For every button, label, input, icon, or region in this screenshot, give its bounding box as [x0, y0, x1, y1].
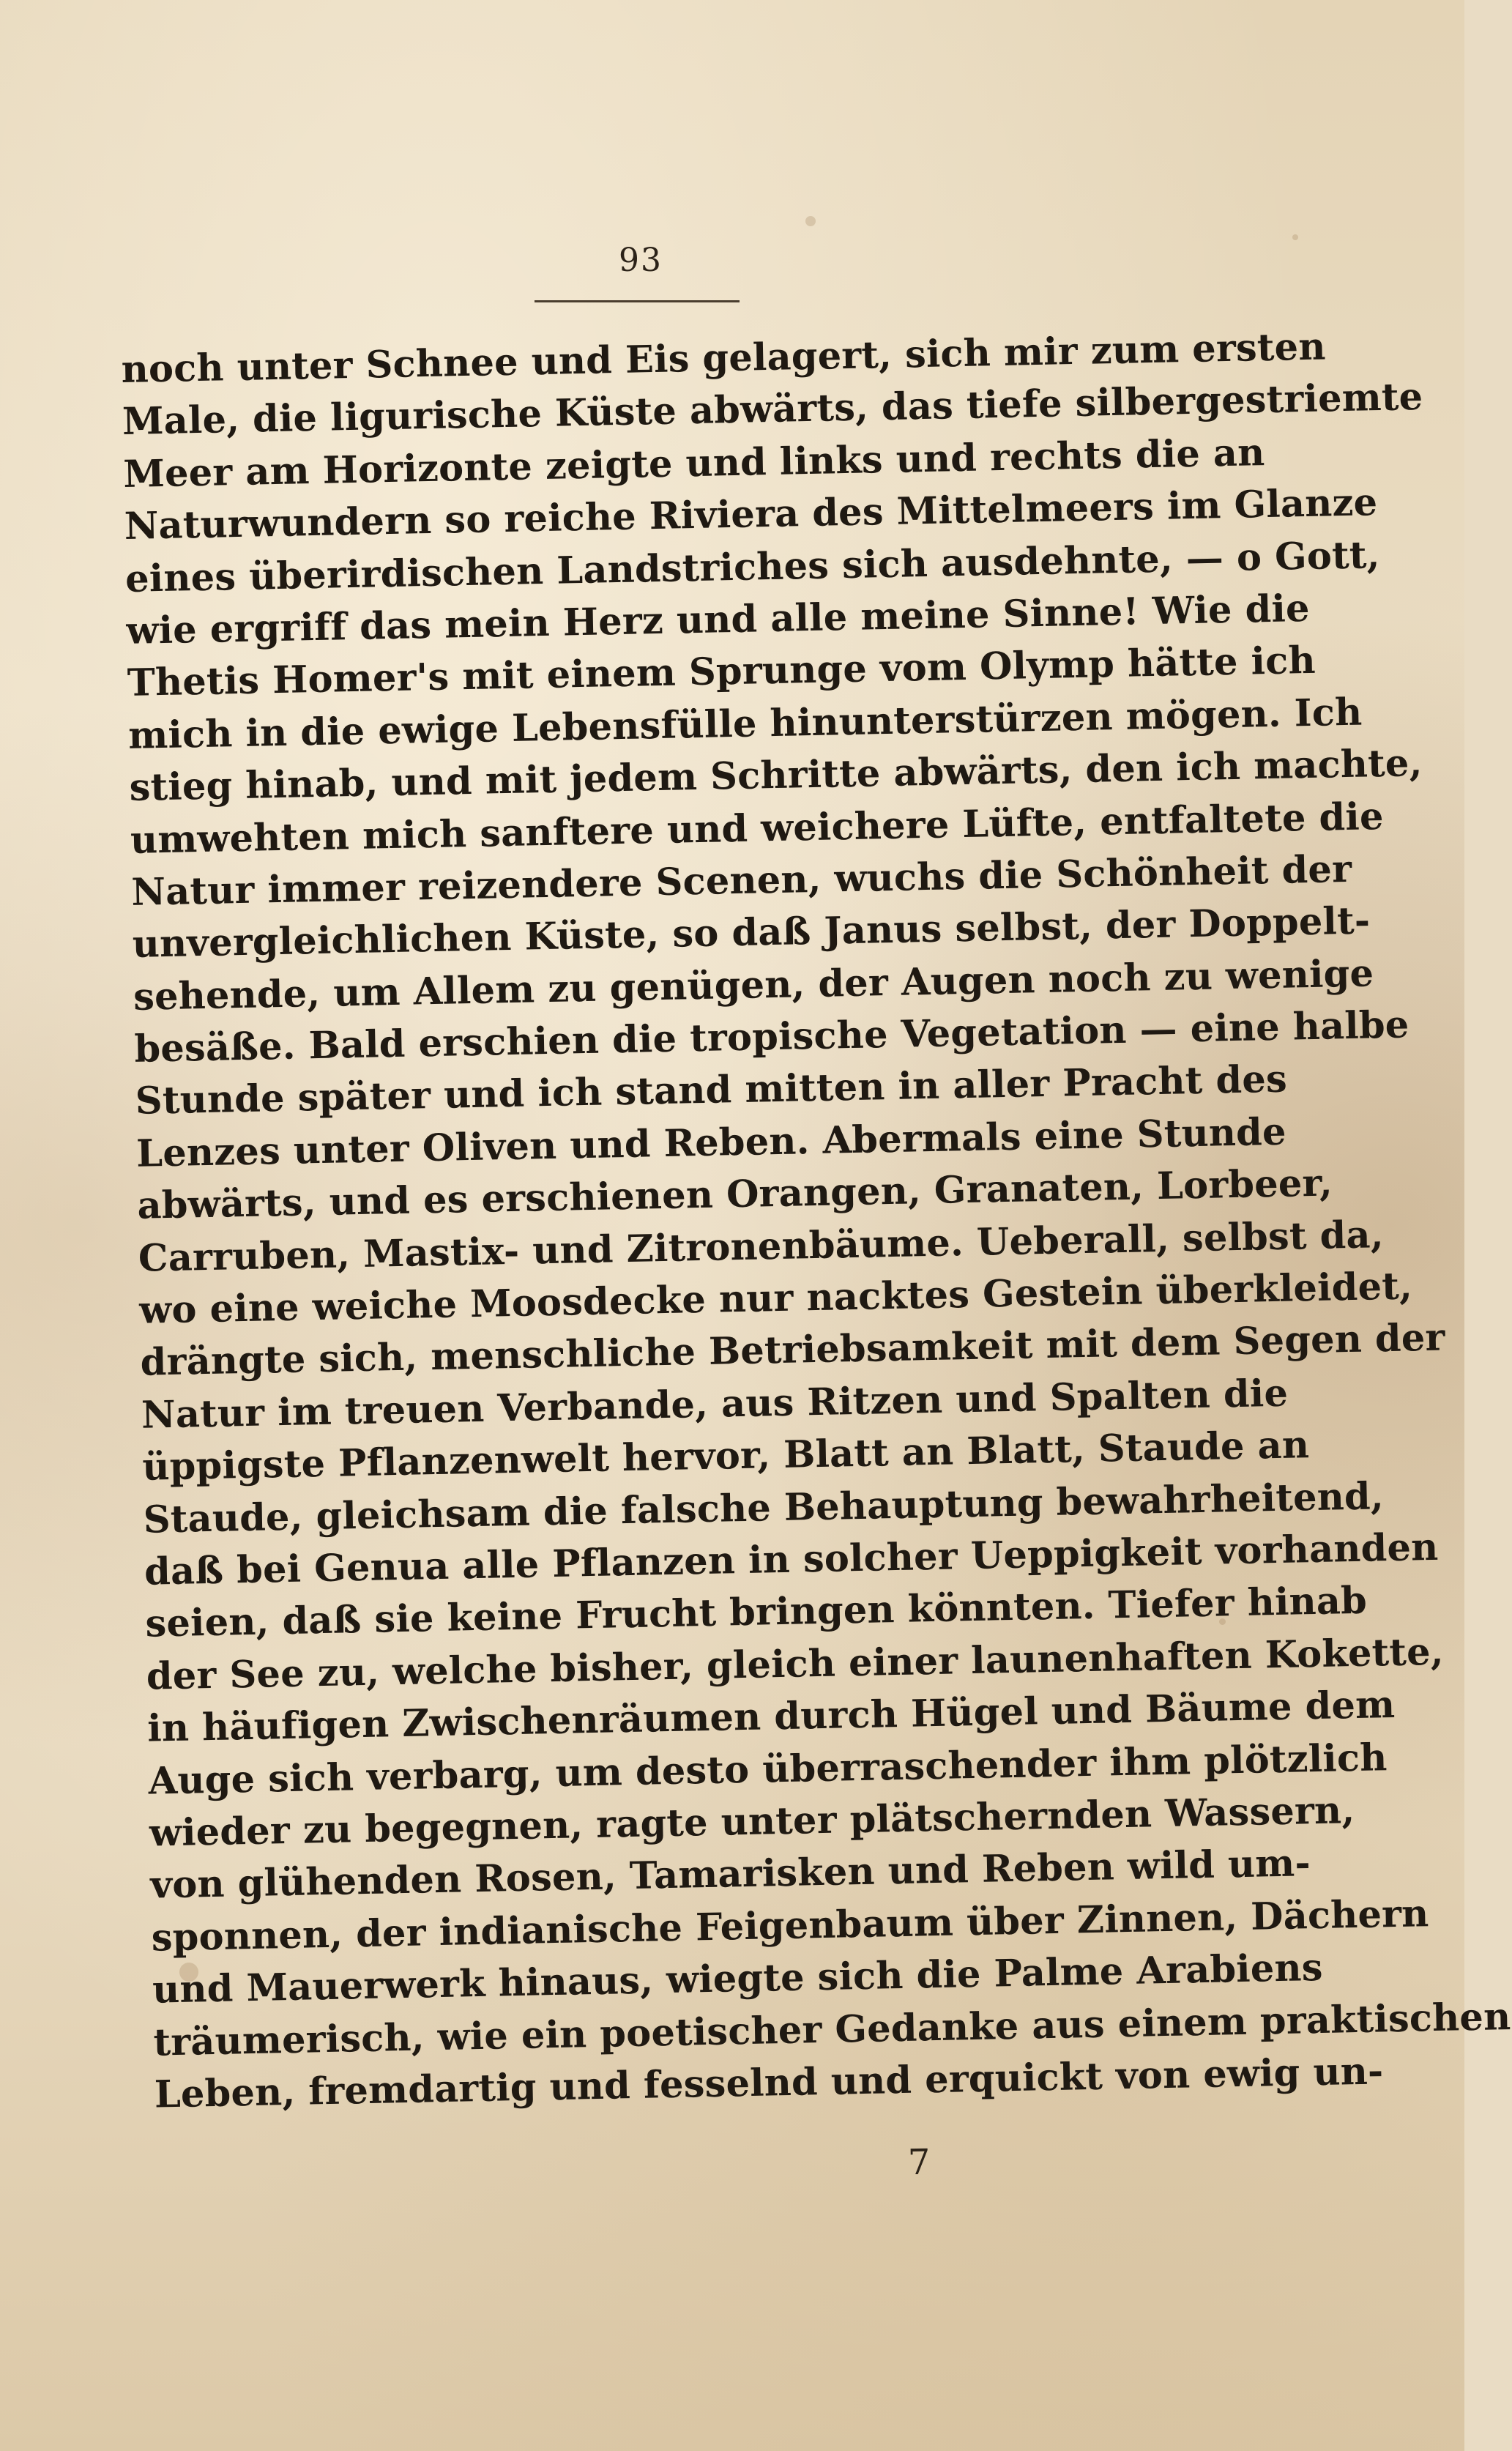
text-line: Leben, fremdartig und fesselnd und erquickt von ewig un-	[154, 2049, 1384, 2117]
text-line: eines überirdischen Landstriches sich ausdehnte, — o Gott,	[124, 532, 1381, 601]
foxing-spot	[805, 216, 816, 226]
text-line: und Mauerwerk hinaus, wiegte sich die Palme Arabiens	[152, 1946, 1324, 2012]
text-line: mich in die ewige Lebensfülle hinunterstürzen mögen. Ich	[127, 690, 1363, 758]
text-line: besäße. Bald erschien die tropische Vegetation — eine halbe	[133, 1003, 1409, 1071]
signature-mark: 7	[907, 2141, 931, 2184]
header-rule	[535, 300, 740, 302]
text-line: Lenzes unter Oliven und Reben. Abermals eine Stunde	[135, 1109, 1287, 1176]
text-line: sehende, um Allem zu genügen, der Augen noch zu wenige	[133, 951, 1374, 1019]
text-line: unvergleichlichen Küste, so daß Janus selbst, der Doppelt-	[132, 899, 1371, 967]
text-line: Meer am Horizonte zeigte und links und rechts die an	[122, 430, 1265, 496]
text-line: daß bei Genua alle Pflanzen in solcher Ueppigkeit vorhanden	[144, 1525, 1439, 1594]
text-line: Staude, gleichsam die falsche Behauptung bewahrheitend,	[143, 1473, 1385, 1542]
text-line: drängte sich, menschliche Betriebsamkeit mit dem Segen der	[140, 1315, 1446, 1386]
text-line: wieder zu begegnen, ragte unter plätschernden Wassern,	[149, 1788, 1355, 1856]
text-line: wie ergriff das mein Herz und alle meine Sinne! Wie die	[125, 586, 1311, 653]
text-line: üppigste Pflanzenwelt hervor, Blatt an Blatt, Staude an	[141, 1423, 1310, 1489]
text-line: in häufigen Zwischenräumen durch Hügel und Bäume dem	[146, 1683, 1396, 1751]
text-line: der See zu, welche bisher, gleich einer launenhaften Kokette,	[146, 1629, 1445, 1699]
text-line: Auge sich verbarg, um desto überraschender ihm plötzlich	[148, 1735, 1388, 1804]
body-text	[121, 324, 1511, 2121]
text-line: Carruben, Mastix- und Zitronenbäume. Ueberall, selbst da,	[138, 1212, 1385, 1281]
text-line: abwärts, und es erschienen Orangen, Granaten, Lorbeer,	[137, 1161, 1333, 1229]
text-line: Stunde später und ich stand mitten in aller Pracht des	[135, 1057, 1288, 1124]
page-number: 93	[619, 242, 663, 279]
text-line: Male, die ligurische Küste abwärts, das tiefe silbergestriemte	[122, 375, 1423, 445]
text-line: Natur im treuen Verbande, aus Ritzen und Spalten die	[141, 1371, 1289, 1438]
text-line: träumerisch, wie ein poetischer Gedanke aus einem praktischen	[152, 1994, 1511, 2065]
text-line: Thetis Homer's mit einem Sprunge vom Olymp hätte ich	[127, 639, 1317, 706]
text-line: noch unter Schnee und Eis gelagert, sich mir zum ersten	[121, 324, 1327, 392]
foxing-spot	[1292, 234, 1298, 240]
text-line: wo eine weiche Moosdecke nur nacktes Gestein überkleidet,	[138, 1264, 1413, 1333]
text-line: Naturwundern so reiche Riviera des Mittelmeers im Glanze	[124, 480, 1378, 549]
text-line: Natur immer reizendere Scenen, wuchs die Schönheit der	[130, 847, 1352, 915]
text-line: von glühenden Rosen, Tamarisken und Reben wild um-	[149, 1841, 1311, 1908]
text-line: umwehten mich sanftere und weichere Lüfte, entfaltete die	[130, 794, 1385, 863]
text-line: sponnen, der indianische Feigenbaum über Zinnen, Dächern	[151, 1891, 1429, 1960]
text-line: seien, daß sie keine Frucht bringen könnten. Tiefer hinab	[144, 1579, 1368, 1647]
text-line: stieg hinab, und mit jedem Schritte abwärts, den ich machte,	[129, 741, 1423, 811]
